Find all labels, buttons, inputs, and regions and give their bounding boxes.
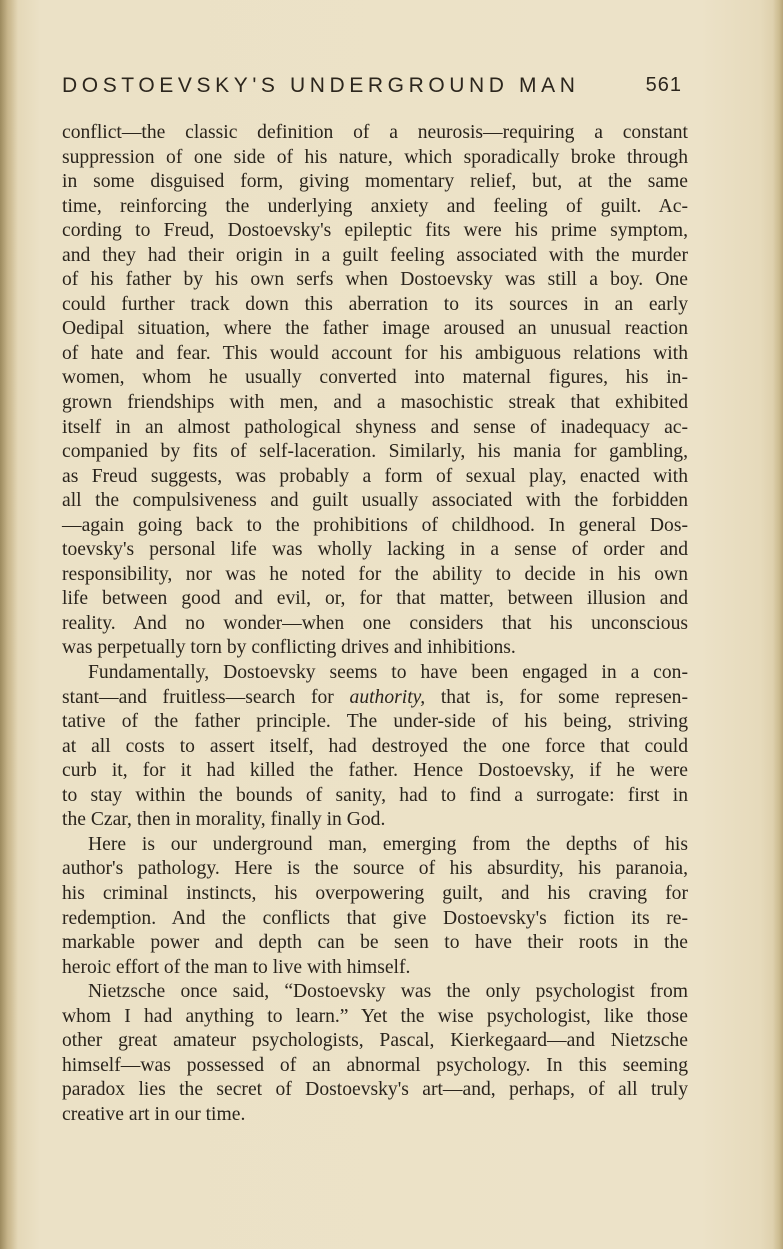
text-line: the Czar, then in morality, finally in God. bbox=[62, 809, 386, 831]
page-number: 561 bbox=[645, 74, 682, 96]
text-line: at all costs to assert itself, had destroyed the one force that could bbox=[62, 735, 688, 757]
text-line: his criminal instincts, his overpowering guilt, and his craving for bbox=[62, 882, 688, 904]
text-line: in some disguised form, giving momentary relief, but, at the same bbox=[62, 171, 688, 193]
text-line: paradox lies the secret of Dostoevsky's art—and, perhaps, of all truly bbox=[62, 1079, 688, 1101]
text-line: conflict—the classic definition of a neurosis—requiring a constant bbox=[62, 122, 688, 143]
text-line: creative art in our time. bbox=[62, 1103, 246, 1125]
text-line: responsibility, nor was he noted for the ability to decide in his own bbox=[62, 563, 688, 585]
text-line: author's pathology. Here is the source of his absurdity, his paranoia, bbox=[62, 858, 688, 880]
text-line: whom I had anything to learn.” Yet the wise psychologist, like those bbox=[62, 1005, 688, 1027]
text-line: suppression of one side of his nature, which sporadically broke through bbox=[62, 146, 688, 168]
text-line: of hate and fear. This would account for his ambiguous relations with bbox=[62, 342, 688, 364]
text-line: heroic effort of the man to live with himself. bbox=[62, 956, 411, 978]
text-line: cording to Freud, Dostoevsky's epileptic fits were his prime symptom, bbox=[62, 220, 688, 242]
text-run: that is, for some represen- bbox=[425, 686, 688, 708]
text-line: itself in an almost pathological shyness and sense of inadequacy ac- bbox=[62, 416, 688, 438]
text-line: Here is our underground man, emerging from the depths of his bbox=[88, 833, 688, 855]
paragraph bbox=[62, 121, 688, 661]
text-line: grown friendships with men, and a masochistic streak that exhibited bbox=[62, 392, 688, 414]
paragraph bbox=[62, 980, 688, 1127]
running-head bbox=[62, 74, 684, 104]
text-line: reality. And no wonder—when one considers that his unconscious bbox=[62, 612, 688, 634]
text-line: companied by fits of self-laceration. Similarly, his mania for gambling, bbox=[62, 441, 688, 463]
body-text bbox=[62, 121, 688, 1127]
emphasized-word: authority, bbox=[349, 686, 426, 708]
running-head-title: DOSTOEVSKY'S UNDERGROUND MAN bbox=[62, 74, 580, 97]
text-line: tative of the father principle. The under-side of his being, striving bbox=[62, 711, 688, 733]
paragraph bbox=[62, 833, 688, 980]
paragraph bbox=[62, 661, 688, 833]
text-line: Oedipal situation, where the father image aroused an unusual reaction bbox=[62, 318, 688, 340]
text-line: Fundamentally, Dostoevsky seems to have been engaged in a con- bbox=[88, 662, 688, 684]
page-spine-shadow bbox=[0, 0, 18, 1249]
text-line: and they had their origin in a guilt feeling associated with the murder bbox=[62, 244, 688, 266]
text-line: markable power and depth can be seen to have their roots in the bbox=[62, 932, 688, 954]
text-line: women, whom he usually converted into maternal figures, his in- bbox=[62, 367, 688, 389]
text-line: was perpetually torn by conflicting drives and inhibitions. bbox=[62, 637, 516, 659]
text-line: all the compulsiveness and guilt usually associated with the forbidden bbox=[62, 490, 688, 512]
text-line: life between good and evil, or, for that matter, between illusion and bbox=[62, 588, 688, 610]
text-line: as Freud suggests, was probably a form of sexual play, enacted with bbox=[62, 465, 688, 487]
text-line: could further track down this aberration to its sources in an early bbox=[62, 293, 688, 315]
text-line-with-emphasis bbox=[62, 686, 688, 711]
text-run: stant—and fruitless—search for bbox=[62, 686, 350, 708]
text-line: himself—was possessed of an abnormal psychology. In this seeming bbox=[62, 1054, 688, 1076]
text-line: to stay within the bounds of sanity, had to find a surrogate: first in bbox=[62, 784, 688, 806]
page-edge-shadow bbox=[773, 0, 783, 1249]
text-line: of his father by his own serfs when Dostoevsky was still a boy. One bbox=[62, 269, 688, 291]
text-line: curb it, for it had killed the father. Hence Dostoevsky, if he were bbox=[62, 760, 688, 782]
text-line: —again going back to the prohibitions of childhood. In general Dos- bbox=[62, 514, 688, 536]
text-line: time, reinforcing the underlying anxiety and feeling of guilt. Ac- bbox=[62, 195, 688, 217]
text-line: redemption. And the conflicts that give Dostoevsky's fiction its re- bbox=[62, 907, 688, 929]
text-line: other great amateur psychologists, Pascal, Kierkegaard—and Nietzsche bbox=[62, 1030, 688, 1052]
text-line: Nietzsche once said, “Dostoevsky was the only psychologist from bbox=[88, 981, 688, 1003]
text-line: toevsky's personal life was wholly lacking in a sense of order and bbox=[62, 539, 688, 561]
